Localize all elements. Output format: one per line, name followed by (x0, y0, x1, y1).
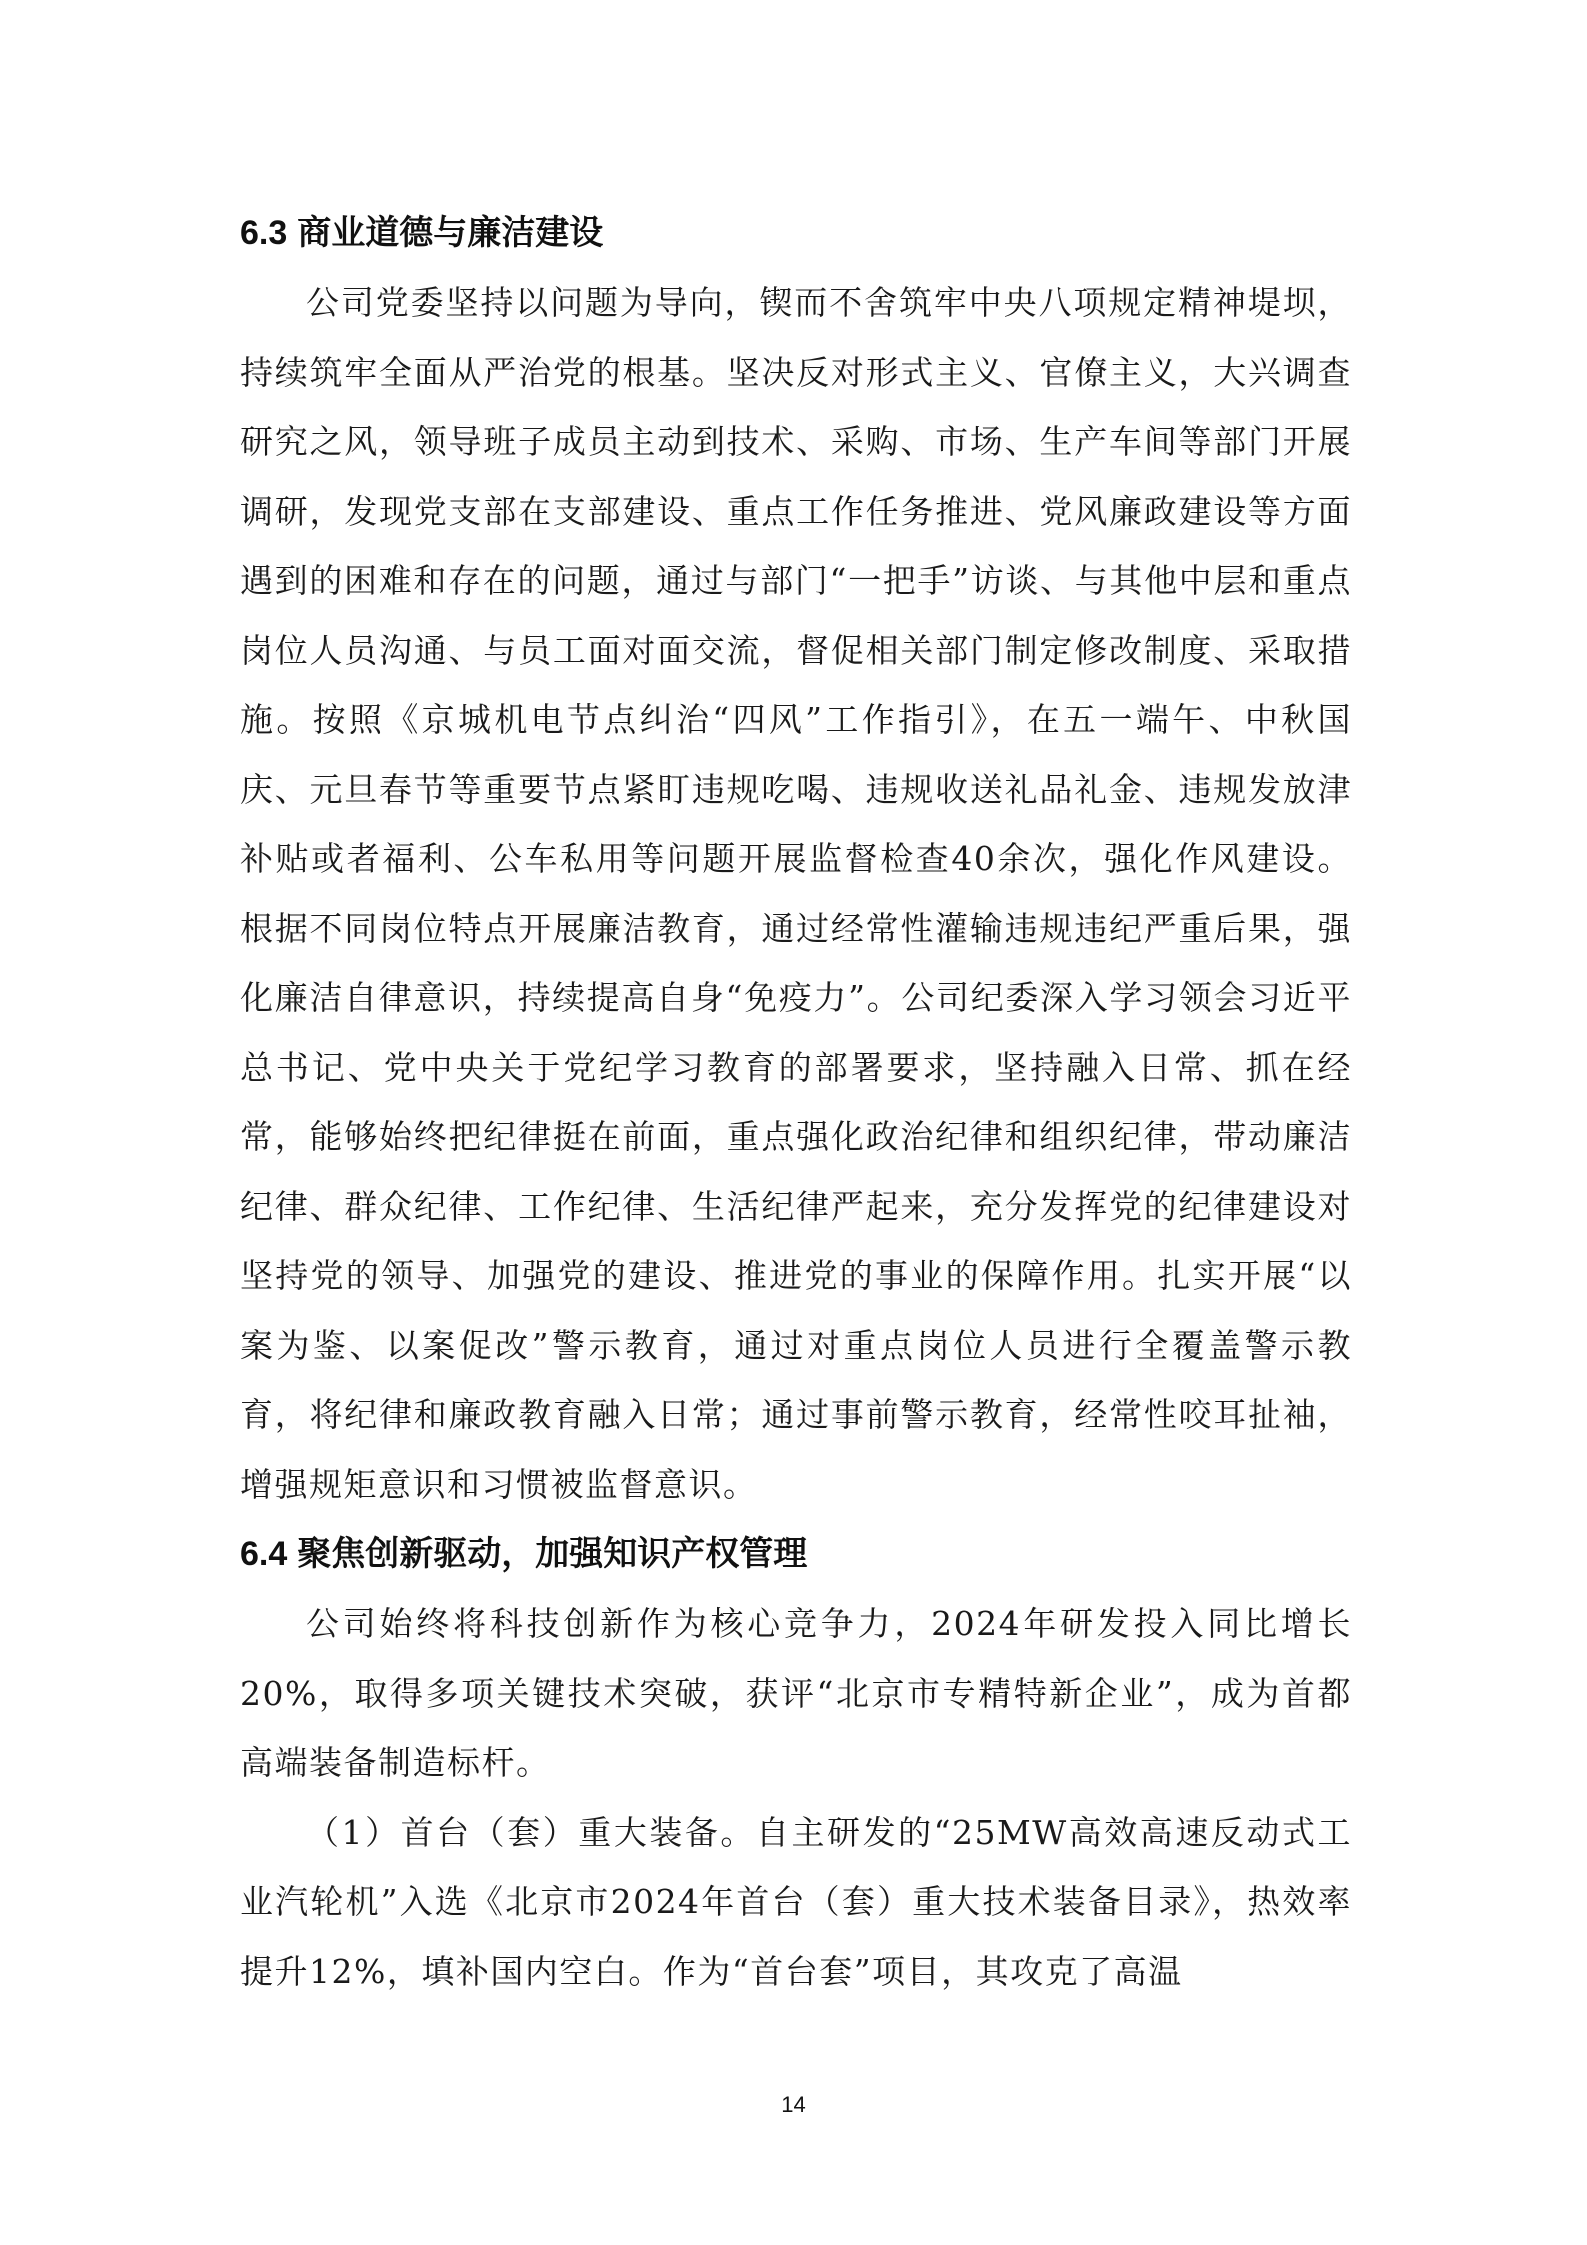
body-paragraph: 公司始终将科技创新作为核心竞争力，2024年研发投入同比增长20%，取得多项关键技术突破，获评“北京市专精特新企业”，成为首都高端装备制造标杆。 (240, 1604, 1352, 1782)
body-paragraph: 公司党委坚持以问题为导向，锲而不舍筑牢中央八项规定精神堤坝，持续筑牢全面从严治党的根基。坚决反对形式主义、官僚主义，大兴调查研究之风，领导班子成员主动到技术、采购、市场、生产车间等部门开展调研，发现党支部在支部建设、重点工作任务推进、党风廉政建设等方面遇到的困难和存在的问题，通过与部门“一把手”访谈、与其他中层和重点岗位人员沟通、与员工面对面交流，督促相关部门制定修改制度、采取措施。按照《京城机电节点纠治“四风”工作指引》，在五一端午、中秋国庆、元旦春节等重要节点紧盯违规吃喝、违规收送礼品礼金、违规发放津补贴或者福利、公车私用等问题开展监督检查40余次，强化作风建设。根据不同岗位特点开展廉洁教育，通过经常性灌输违规违纪严重后果，强化廉洁自律意识，持续提高自身“免疫力”。公司纪委深入学习领会习近平总书记、党中央关于党纪学习教育的部署要求，坚持融入日常、抓在经常，能够始终把纪律挺在前面，重点强化政治纪律和组织纪律，带动廉洁纪律、群众纪律、工作纪律、生活纪律严起来，充分发挥党的纪律建设对坚持党的领导、加强党的建设、推进党的事业的保障作用。扎实开展“以案为鉴、以案促改”警示教育，通过对重点岗位人员进行全覆盖警示教育，将纪律和廉政教育融入日常；通过事前警示教育，经常性咬耳扯袖，增强规矩意识和习惯被监督意识。 (240, 283, 1352, 1504)
body-paragraph: （1）首台（套）重大装备。自主研发的“25MW高效高速反动式工业汽轮机”入选《北京市2024年首台（套）重大技术装备目录》，热效率提升12%，填补国内空白。作为“首台套”项目，其攻克了高温 (240, 1812, 1352, 1991)
section-heading-6-4 (240, 1519, 1352, 1589)
section-number: 6.4 (240, 1535, 288, 1573)
section-heading-6-3 (240, 198, 1352, 268)
page-content (240, 198, 1352, 2006)
section-title: 商业道德与廉洁建设 (297, 213, 604, 253)
section-number: 6.3 (240, 214, 288, 252)
page-number: 14 (781, 2092, 806, 2117)
section-title: 聚焦创新驱动，加强知识产权管理 (297, 1534, 808, 1574)
